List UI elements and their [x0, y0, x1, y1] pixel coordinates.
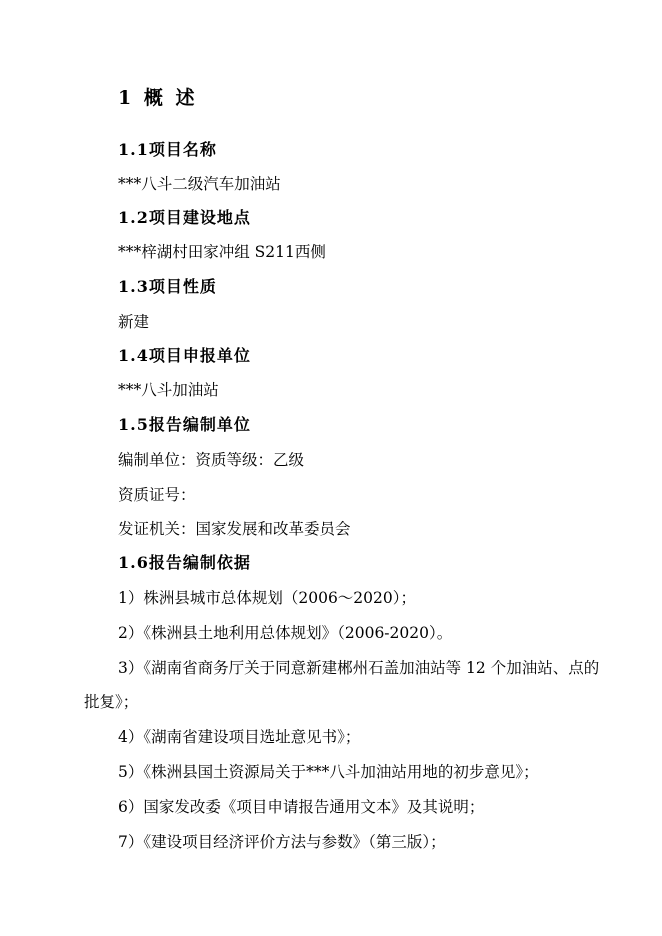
- basis-item-2: 2）《株洲县土地利用总体规划》（2006-2020）。: [118, 624, 453, 642]
- chapter-heading: 1 概 述: [118, 87, 198, 109]
- project-nature: 新建: [118, 313, 150, 331]
- project-location: ***梓湖村田家冲组 S211西侧: [118, 243, 326, 261]
- basis-item-5: 5）《株洲县国土资源局关于***八斗加油站用地的初步意见》；: [118, 763, 539, 781]
- basis-item-3-cont: 批复》；: [84, 693, 139, 711]
- section-title-1-1: 1.1项目名称: [118, 140, 217, 159]
- section-title-1-4: 1.4项目申报单位: [118, 346, 251, 365]
- basis-item-1: 1）株洲县城市总体规划（2006～2020）；: [118, 589, 417, 607]
- basis-item-4: 4）《湖南省建设项目选址意见书》；: [118, 728, 361, 746]
- basis-item-7: 7）《建设项目经济评价方法与参数》（第三版）；: [118, 833, 446, 851]
- qualification-number: 资质证号：: [118, 486, 196, 504]
- section-title-1-6: 1.6报告编制依据: [118, 553, 251, 572]
- issuing-authority: 发证机关：国家发展和改革委员会: [118, 520, 351, 538]
- project-name: ***八斗二级汽车加油站: [118, 175, 281, 193]
- basis-item-6: 6）国家发改委《项目申请报告通用文本》及其说明；: [118, 798, 485, 816]
- section-title-1-2: 1.2项目建设地点: [118, 208, 251, 227]
- basis-item-3: 3）《湖南省商务厅关于同意新建郴州石盖加油站等 12 个加油站、点的: [118, 659, 600, 677]
- compiler-unit: 编制单位：资质等级：乙级: [118, 451, 305, 469]
- section-title-1-3: 1.3项目性质: [118, 277, 217, 296]
- applicant-unit: ***八斗加油站: [118, 381, 219, 399]
- section-title-1-5: 1.5报告编制单位: [118, 415, 251, 434]
